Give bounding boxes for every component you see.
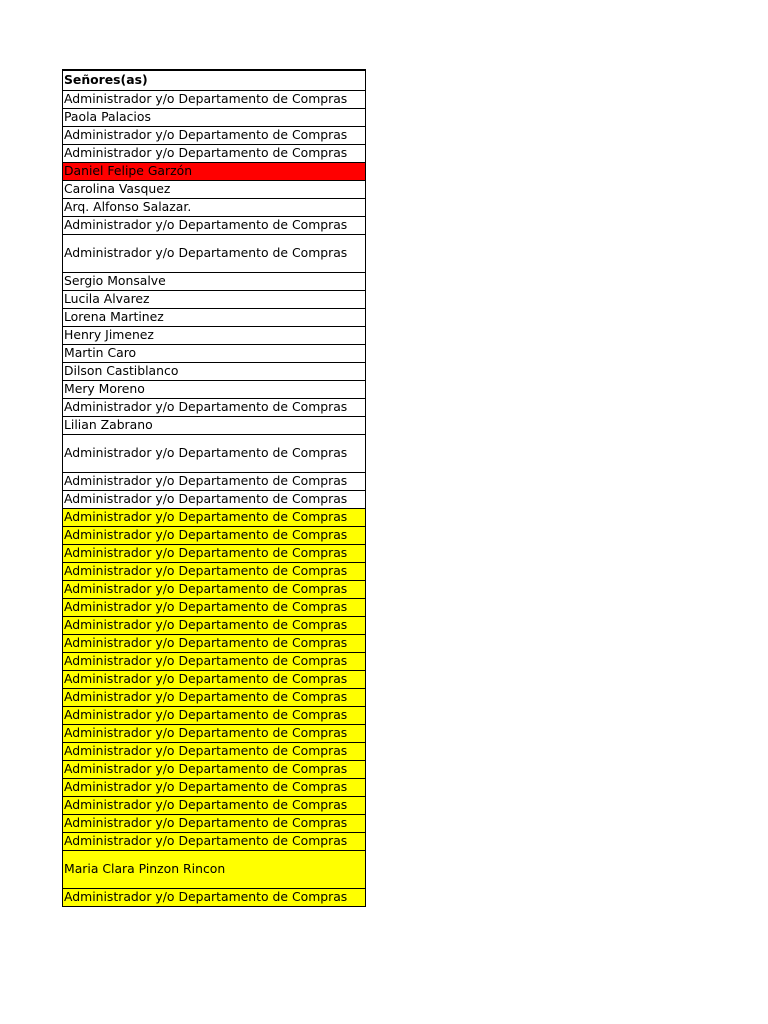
table-row: [63, 616, 366, 634]
table-row: [63, 778, 366, 796]
table-row: [63, 380, 366, 398]
table-row: [63, 580, 366, 598]
recipient-cell[interactable]: Administrador y/o Departamento de Compras: [63, 398, 366, 416]
table-row: [63, 234, 366, 272]
table-row: [63, 126, 366, 144]
recipient-cell[interactable]: Administrador y/o Departamento de Compras: [63, 90, 366, 108]
recipient-cell[interactable]: Administrador y/o Departamento de Compras: [63, 814, 366, 832]
table-row: [63, 162, 366, 180]
recipient-cell[interactable]: Administrador y/o Departamento de Compras: [63, 670, 366, 688]
recipient-cell[interactable]: Arq. Alfonso Salazar.: [63, 198, 366, 216]
recipient-cell[interactable]: Administrador y/o Departamento de Compras: [63, 234, 366, 272]
recipient-cell[interactable]: Henry Jimenez: [63, 326, 366, 344]
table-row: [63, 326, 366, 344]
table-row: [63, 434, 366, 472]
recipient-cell[interactable]: Maria Clara Pinzon Rincon: [63, 850, 366, 888]
recipient-cell[interactable]: Administrador y/o Departamento de Compras: [63, 216, 366, 234]
recipient-cell[interactable]: Martin Caro: [63, 344, 366, 362]
recipients-table: [62, 69, 366, 907]
recipient-cell[interactable]: Administrador y/o Departamento de Compras: [63, 688, 366, 706]
table-row: [63, 198, 366, 216]
table-row: [63, 362, 366, 380]
table-row: [63, 634, 366, 652]
recipient-cell[interactable]: Lorena Martinez: [63, 308, 366, 326]
recipient-cell[interactable]: Administrador y/o Departamento de Compras: [63, 888, 366, 906]
recipient-cell[interactable]: Administrador y/o Departamento de Compras: [63, 778, 366, 796]
table-row: [63, 598, 366, 616]
table-row: [63, 490, 366, 508]
table-row: [63, 290, 366, 308]
recipient-cell[interactable]: Administrador y/o Departamento de Compras: [63, 562, 366, 580]
recipient-cell[interactable]: Administrador y/o Departamento de Compras: [63, 526, 366, 544]
table-row: [63, 562, 366, 580]
recipient-cell[interactable]: Mery Moreno: [63, 380, 366, 398]
table-row: [63, 398, 366, 416]
table-row: [63, 850, 366, 888]
recipient-cell[interactable]: Administrador y/o Departamento de Compras: [63, 434, 366, 472]
table-row: [63, 652, 366, 670]
recipient-cell[interactable]: Administrador y/o Departamento de Compras: [63, 472, 366, 490]
table-row: [63, 760, 366, 778]
table-row: [63, 344, 366, 362]
recipient-cell[interactable]: Administrador y/o Departamento de Compras: [63, 616, 366, 634]
table-row: [63, 472, 366, 490]
table-row: [63, 416, 366, 434]
table-row: [63, 724, 366, 742]
table-row: [63, 90, 366, 108]
recipient-cell[interactable]: Administrador y/o Departamento de Compras: [63, 796, 366, 814]
table-row: [63, 832, 366, 850]
table-row: [63, 814, 366, 832]
table-row: [63, 670, 366, 688]
recipient-cell[interactable]: Lucila Alvarez: [63, 290, 366, 308]
recipient-cell[interactable]: Administrador y/o Departamento de Compras: [63, 580, 366, 598]
recipient-cell[interactable]: Lilian Zabrano: [63, 416, 366, 434]
recipient-cell[interactable]: Administrador y/o Departamento de Compras: [63, 760, 366, 778]
recipient-cell[interactable]: Administrador y/o Departamento de Compras: [63, 652, 366, 670]
recipient-cell[interactable]: Carolina Vasquez: [63, 180, 366, 198]
table-row: [63, 888, 366, 906]
table-row: [63, 544, 366, 562]
recipient-cell[interactable]: Administrador y/o Departamento de Compras: [63, 126, 366, 144]
table-row: [63, 308, 366, 326]
recipient-cell[interactable]: Administrador y/o Departamento de Compras: [63, 724, 366, 742]
table-row: [63, 688, 366, 706]
recipient-cell[interactable]: Paola Palacios: [63, 108, 366, 126]
recipient-cell[interactable]: Administrador y/o Departamento de Compras: [63, 598, 366, 616]
header-row: [63, 70, 366, 90]
recipient-cell[interactable]: Administrador y/o Departamento de Compras: [63, 490, 366, 508]
table-row: [63, 508, 366, 526]
table-row: [63, 742, 366, 760]
recipient-cell[interactable]: Administrador y/o Departamento de Compras: [63, 832, 366, 850]
recipient-cell[interactable]: Administrador y/o Departamento de Compras: [63, 144, 366, 162]
recipient-cell[interactable]: Daniel Felipe Garzón: [63, 162, 366, 180]
table-row: [63, 706, 366, 724]
recipient-cell[interactable]: Administrador y/o Departamento de Compras: [63, 634, 366, 652]
table-row: [63, 526, 366, 544]
recipient-cell[interactable]: Sergio Monsalve: [63, 272, 366, 290]
recipient-cell[interactable]: Administrador y/o Departamento de Compras: [63, 544, 366, 562]
recipient-cell[interactable]: Administrador y/o Departamento de Compras: [63, 742, 366, 760]
table-row: [63, 108, 366, 126]
table-row: [63, 796, 366, 814]
table-row: [63, 272, 366, 290]
table-row: [63, 216, 366, 234]
table-row: [63, 144, 366, 162]
recipient-cell[interactable]: Dilson Castiblanco: [63, 362, 366, 380]
header-cell[interactable]: Señores(as): [63, 70, 366, 90]
table-row: [63, 180, 366, 198]
recipients-table-body: [63, 70, 366, 906]
recipient-cell[interactable]: Administrador y/o Departamento de Compras: [63, 706, 366, 724]
recipient-cell[interactable]: Administrador y/o Departamento de Compras: [63, 508, 366, 526]
